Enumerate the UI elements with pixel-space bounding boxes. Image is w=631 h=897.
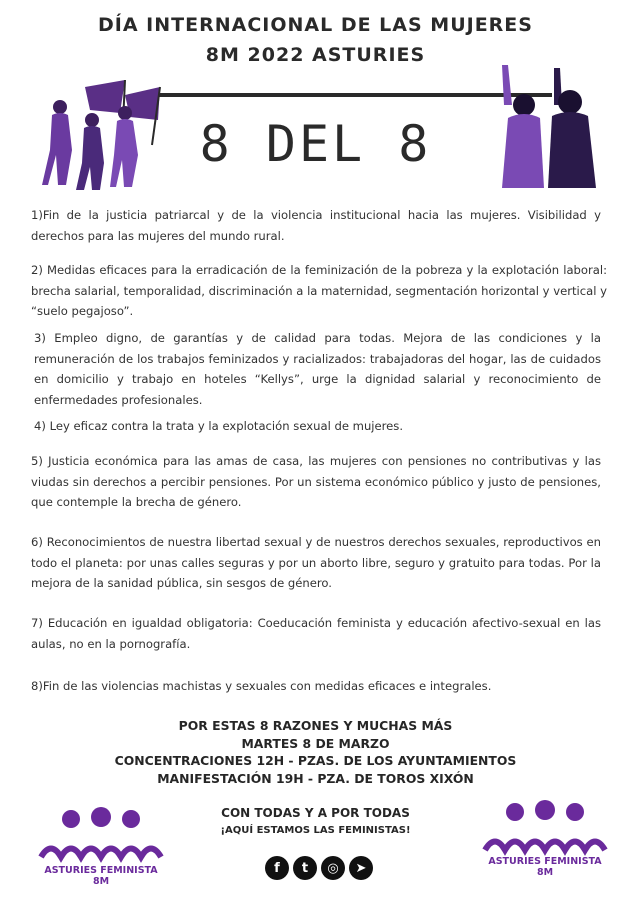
point-5: 5) Justicia económica para las amas de casa, las mujeres con pensiones no contributivas y las viudas sin derechos a percibir pensiones. Por un sistema económico público y justo de pensiones, que contemple la brecha de género. (31, 454, 601, 509)
title-line-2: 8M 2022 ASTURIES (205, 44, 426, 66)
telegram-icon[interactable]: ➤ (349, 856, 373, 880)
women-faces-logo-icon (36, 805, 166, 865)
instagram-icon[interactable]: ◎ (321, 856, 345, 880)
footer-line-3: CONCENTRACIONES 12H - PZAS. DE LOS AYUNTAMIENTOS (114, 753, 517, 768)
footer-line-4: MANIFESTACIÓN 19H - PZA. DE TOROS XIXÓN (157, 771, 474, 786)
women-faces-logo-icon (480, 798, 610, 858)
point-2: 2) Medidas eficaces para la erradicación de la feminización de la pobreza y la explotación laboral: brecha salarial, temporalidad, discriminación a la maternidad, segmentación horizontal y vertical y “suelo pegajoso”. (31, 263, 607, 318)
asturies-feminista-logo-right (480, 798, 610, 878)
asturies-feminista-logo-left (36, 805, 166, 887)
point-6: 6) Reconocimientos de nuestra libertad sexual y de nuestros derechos sexuales, reproductivos en todo el planeta: por unas calles seguras y por un aborto libre, seguro y gratuito para todas. Por la mejora de la sanidad pública, sin sesgos de género. (31, 535, 601, 590)
slogan-2: ¡AQUÍ ESTAMOS LAS FEMINISTAS! (220, 825, 411, 836)
point-3: 3) Empleo digno, de garantías y de calidad para todas. Mejora de las condiciones y la remuneración de los trabajos feminizados y racializados: trabajadoras del hogar, las de cuidados en domicilio y trabajo en hoteles “Kellys”, urge la dignidad salarial y reconocimiento de enfermedades profesionales. (34, 331, 601, 407)
facebook-icon[interactable]: f (265, 856, 289, 880)
logo-text-right: ASTURIES FEMINISTA 8M (488, 856, 602, 878)
point-8: 8)Fin de las violencias machistas y sexuales con medidas eficaces e integrales. (31, 679, 492, 693)
point-4: 4) Ley eficaz contra la trata y la explotación sexual de mujeres. (34, 419, 404, 433)
slogan-1: CON TODAS Y A POR TODAS (221, 806, 410, 820)
point-7: 7) Educación en igualdad obligatoria: Coeducación feminista y educación afectivo-sexual en las aulas, no en la pornografía. (31, 616, 601, 651)
eight-of-eight-title: 8 DEL 8 (199, 115, 432, 173)
twitter-icon[interactable]: t (293, 856, 317, 880)
social-icons (265, 856, 373, 880)
title-line-1: DÍA INTERNACIONAL DE LAS MUJERES (98, 14, 533, 36)
footer-line-1: POR ESTAS 8 RAZONES Y MUCHAS MÁS (178, 718, 453, 733)
point-1: 1)Fin de la justicia patriarcal y de la violencia institucional hacia las mujeres. Visibilidad y derechos para las mujeres del mundo rural. (31, 208, 601, 243)
logo-text-left: ASTURIES FEMINISTA 8M (44, 865, 158, 887)
footer-line-2: MARTES 8 DE MARZO (241, 736, 390, 751)
